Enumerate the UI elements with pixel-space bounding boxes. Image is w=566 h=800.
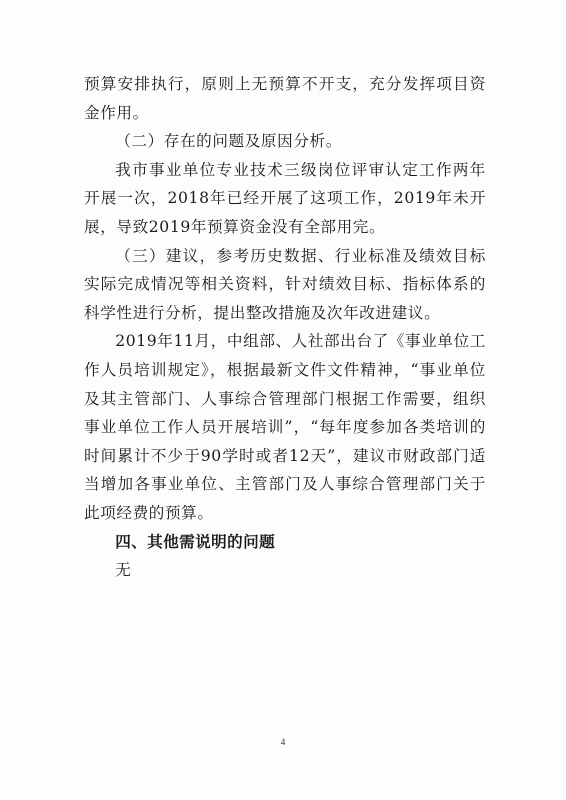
paragraph-budget-execution: 预算安排执行，原则上无预算不开支，充分发挥项目资金作用。 xyxy=(84,75,486,122)
page-number: 4 xyxy=(280,737,286,747)
subheading-problems-analysis: （二）存在的问题及原因分析。 xyxy=(115,132,342,151)
paragraph-training-regulation: 2019年11月，中组部、人社部出台了《事业单位工作人员培训规定》，根据最新文件文件精神，“事业单位及其主管部门、人事综合管理部门根据工作需要，组织事业单位工作人员开展培训”，“每年度参加各类培训的时间累计不少于90学时或者12天”，建议市财政部门适当增加各事业单位、主管部门及人事综合管理部门关于此项经费的预算。 xyxy=(84,332,486,522)
paragraph-none: 无 xyxy=(115,561,132,580)
subheading-suggestions: （三）建议，参考历史数据、行业标准及绩效目标实际完成情况等相关资料，针对绩效目标、指标体系的科学性进行分析，提出整改措施及次年改进建议。 xyxy=(84,246,486,322)
document-body xyxy=(84,70,486,585)
paragraph-problems-detail: 我市事业单位专业技术三级岗位评审认定工作两年开展一次，2018年已经开展了这项工作，2019年未开展，导致2019年预算资金没有全部用完。 xyxy=(84,160,486,236)
section-heading-other-issues: 四、其他需说明的问题 xyxy=(115,532,276,551)
